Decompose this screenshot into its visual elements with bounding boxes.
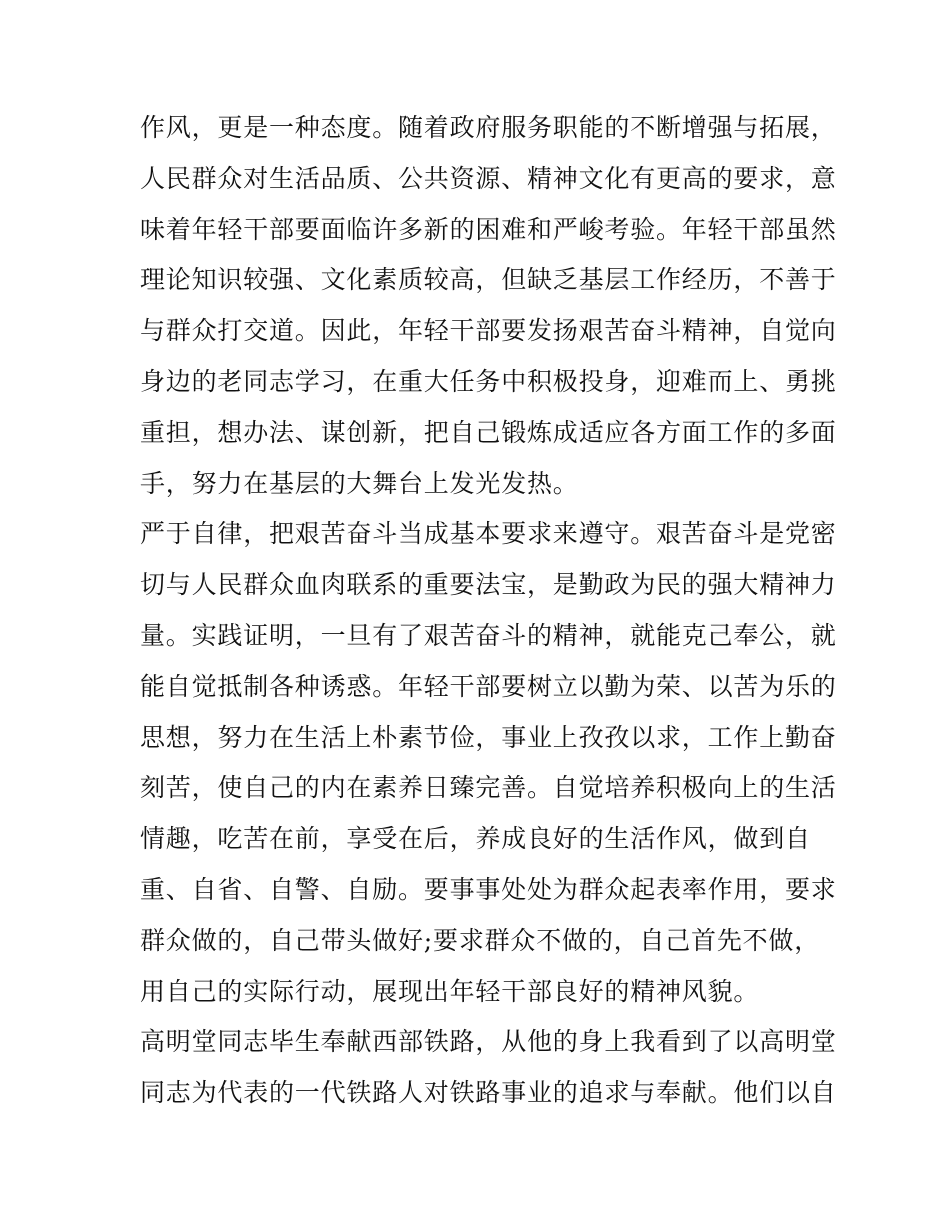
text-line: 作风，更是一种态度。随着政府服务职能的不断增强与拓展， — [140, 113, 837, 142]
text-line: 味着年轻干部要面临许多新的困难和严峻考验。年轻干部虽然 — [140, 214, 837, 244]
text-line: 理论知识较强、文化素质较高，但缺乏基层工作经历，不善于 — [140, 265, 837, 295]
text-line: 身边的老同志学习，在重大任务中积极投身，迎难而上、勇挑 — [140, 366, 837, 396]
text-line: 严于自律，把艰苦奋斗当成基本要求来遵守。艰苦奋斗是党密 — [140, 519, 837, 549]
text-line: 高明堂同志毕生奉献西部铁路，从他的身上我看到了以高明堂 — [140, 1027, 837, 1057]
document-body — [140, 103, 840, 1119]
text-line: 重、自省、自警、自励。要事事处处为群众起表率作用，要求 — [140, 874, 837, 904]
text-line: 情趣，吃苦在前，享受在后，养成良好的生活作风，做到自 — [140, 824, 811, 854]
text-line: 人民群众对生活品质、公共资源、精神文化有更高的要求，意 — [140, 163, 837, 193]
text-line: 手，努力在基层的大舞台上发光发热。 — [140, 468, 579, 498]
text-line: 用自己的实际行动，展现出年轻干部良好的精神风貌。 — [140, 976, 760, 1006]
text-line: 重担，想办法、谋创新，把自己锻炼成适应各方面工作的多面 — [140, 417, 837, 447]
text-line: 刻苦，使自己的内在素养日臻完善。自觉培养积极向上的生活 — [140, 773, 837, 803]
text-line: 同志为代表的一代铁路人对铁路事业的追求与奉献。他们以自 — [140, 1078, 837, 1108]
text-line: 与群众打交道。因此，年轻干部要发扬艰苦奋斗精神，自觉向 — [140, 316, 837, 346]
text-line: 群众做的，自己带头做好;要求群众不做的，自己首先不做， — [140, 925, 821, 955]
text-line: 能自觉抵制各种诱惑。年轻干部要树立以勤为荣、以苦为乐的 — [140, 671, 837, 701]
text-line: 思想，努力在生活上朴素节俭，事业上孜孜以求，工作上勤奋 — [140, 722, 837, 752]
text-line: 切与人民群众血肉联系的重要法宝，是勤政为民的强大精神力 — [140, 570, 837, 600]
text-line: 量。实践证明，一旦有了艰苦奋斗的精神，就能克己奉公，就 — [140, 620, 837, 650]
